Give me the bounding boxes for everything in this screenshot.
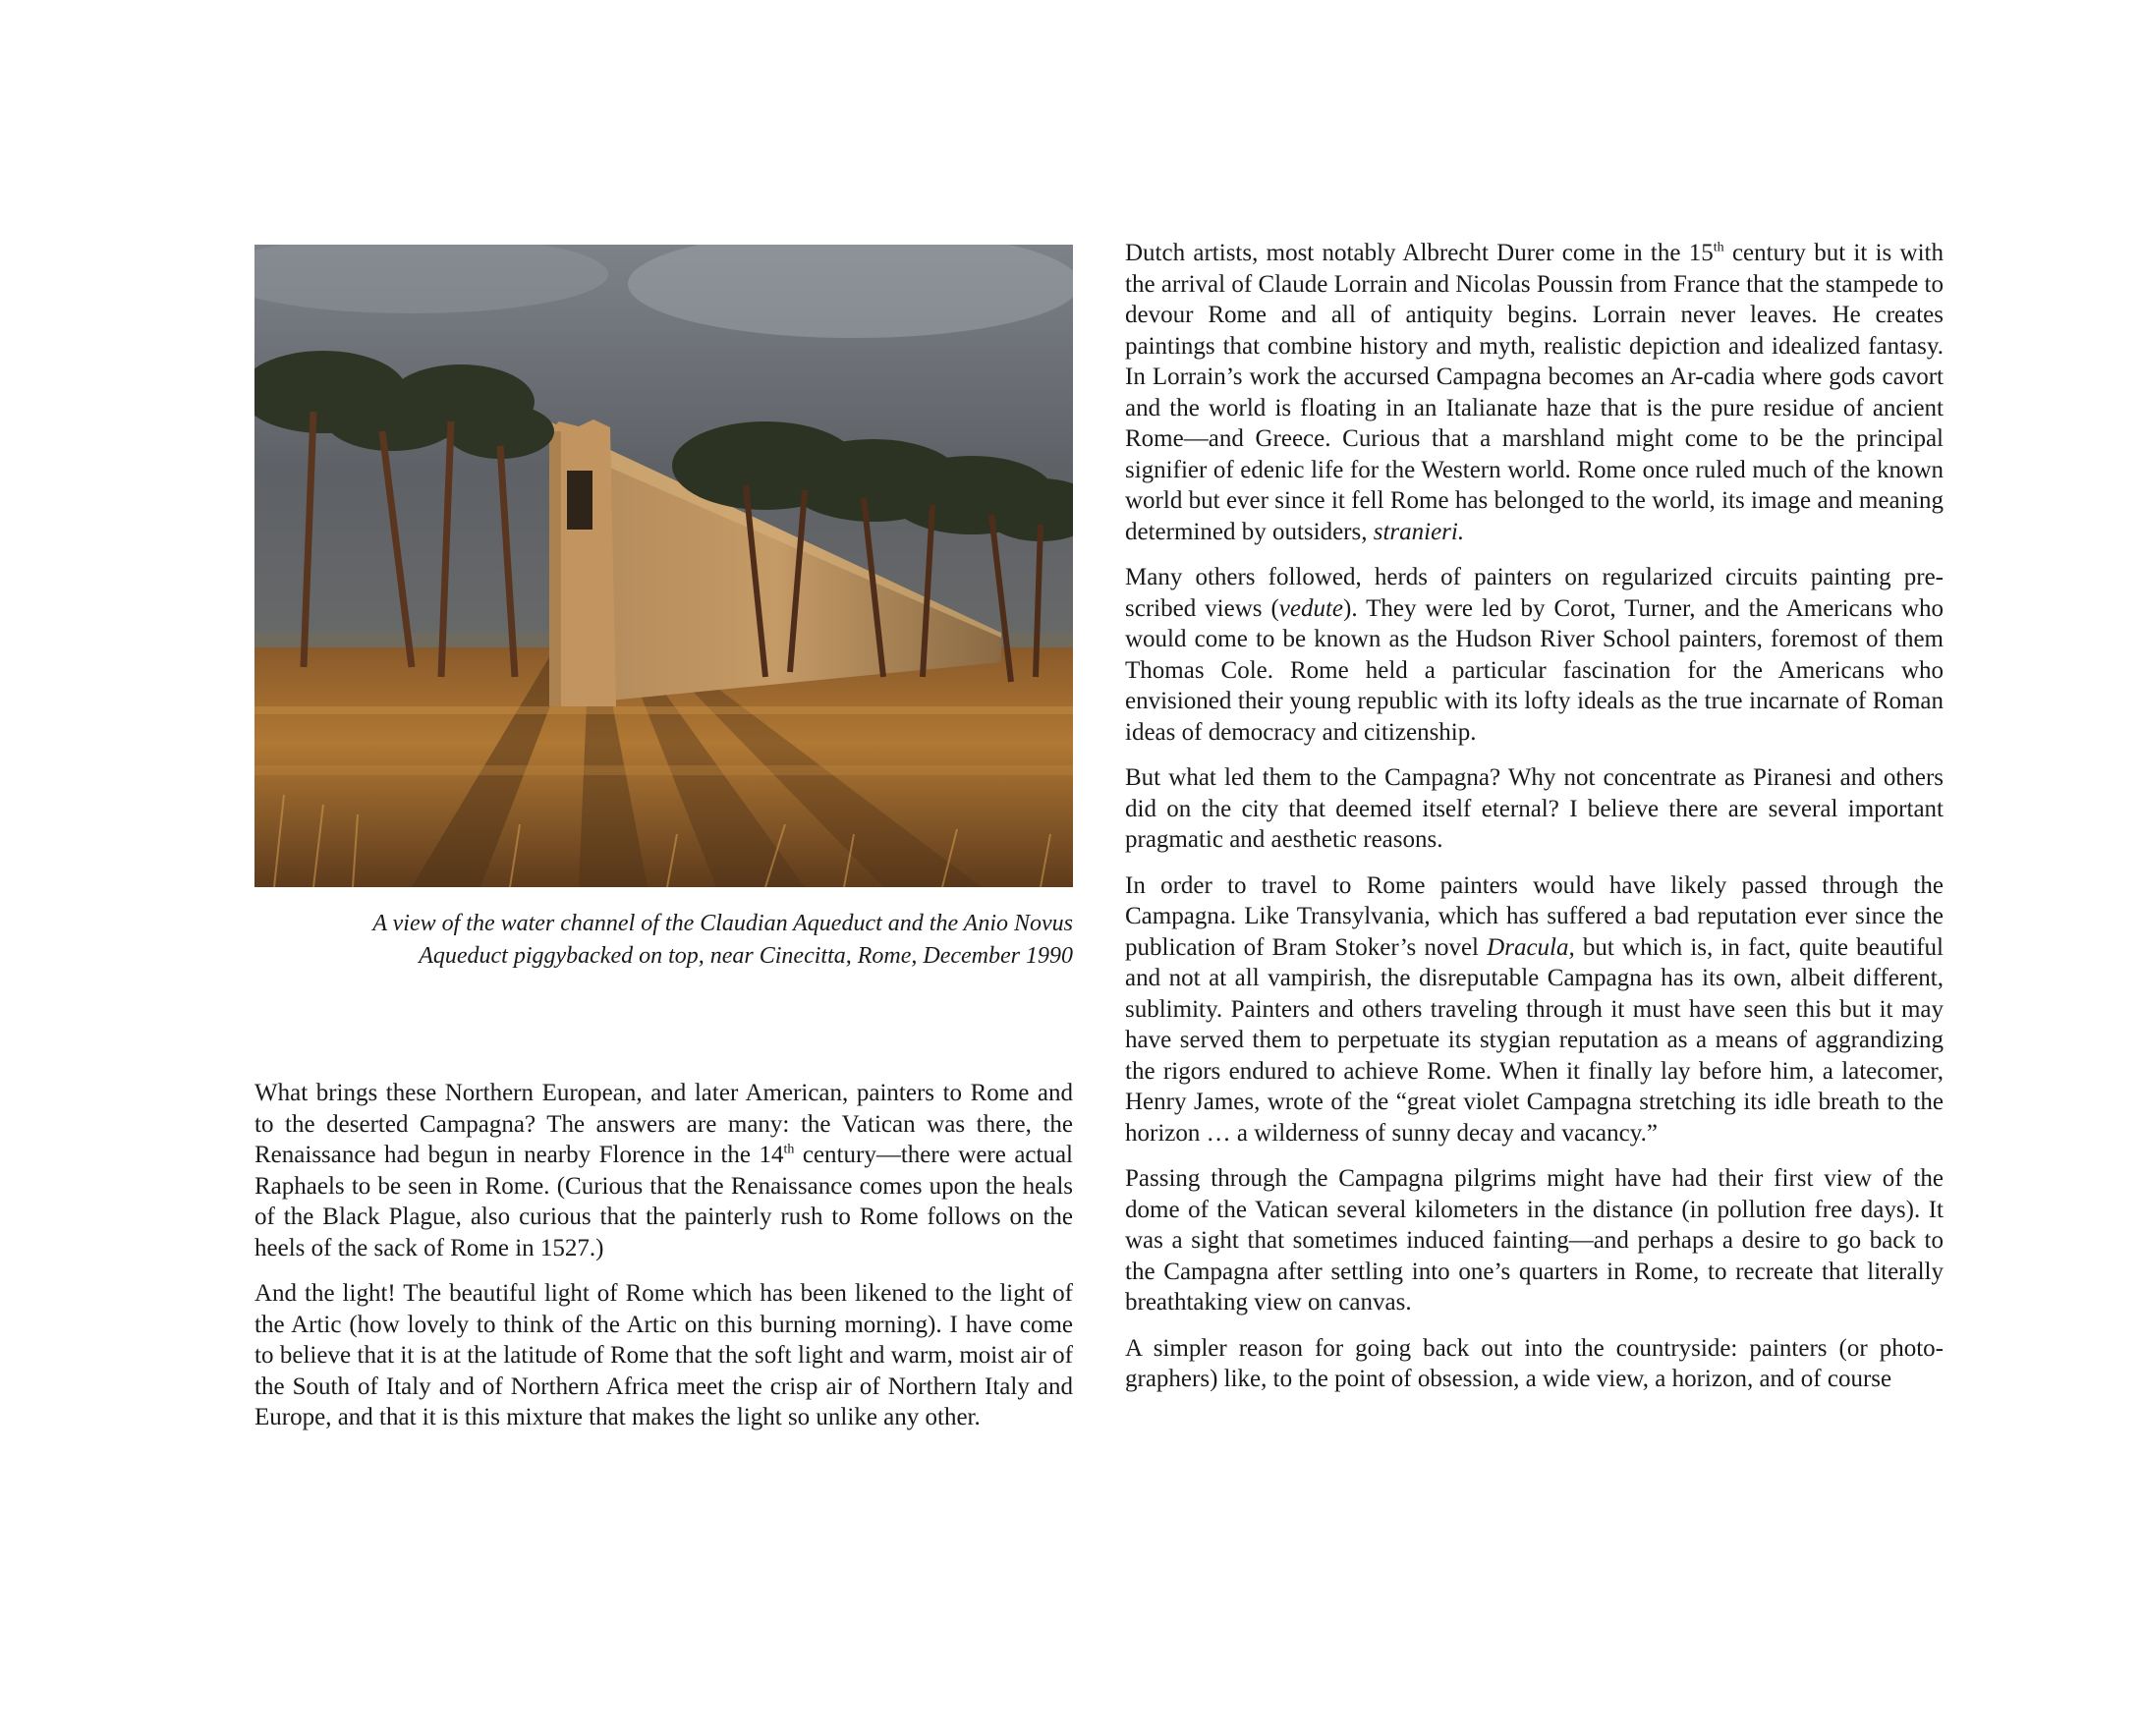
- caption-line-1: A view of the water channel of the Claudian Aqueduct and the Anio Novus: [372, 911, 1073, 936]
- left-text-column: [254, 1078, 1073, 1448]
- paragraph: Many others followed, herds of painters on regularized circuits painting pre-scribed views (vedute). They were led by Corot, Turner, and the Americans who would come to be known as the Hudson River School painters, foremost of them Thomas Cole. Rome held a particular fascination for the Americans who envisioned their young republic with its lofty ideals as the true incarnate of Roman ideas of democracy and citizenship.: [1125, 564, 1945, 746]
- aqueduct-photo: [254, 245, 1073, 887]
- paragraph: In order to travel to Rome painters would have likely passed through the Campagna. Like Transylvania, which has suffered a bad reputation ever since the publication of Bram Stoker’s novel Dracula, but which is, in fact, quite beautiful and not at all vampirish, the disreputable Campagna has its own, albeit different, sublimity. Painters and others traveling through it must have seen this but it may have served them to perpetuate its stygian reputation as a means of aggrandizing the rigors endured to achieve Rome. When it finally lay before him, a latecomer, Henry James, wrote of the “great violet Campagna stretching its idle breath to the horizon … a wilderness of sunny decay and vacancy.”: [1125, 871, 1944, 1147]
- paragraph: What brings these Northern European, and later American, painters to Rome and to the deserted Campagna? The answers are many: the Vatican was there, the Renaissance had begun in nearby Florence in the 14th century—there were actual Raphaels to be seen in Rome. (Curious that the Renaissance comes upon the heals of the Black Plague, also curious that the painterly rush to Rome follows on the heels of the sack of Rome in 1527.): [254, 1080, 1074, 1261]
- paragraph: Dutch artists, most notably Albrecht Durer come in the 15th century but it is with the arrival of Claude Lorrain and Nicolas Poussin from France that the stampede to devour Rome and all of antiquity begins. Lorrain never leaves. He creates paintings that combine history and myth, realistic depiction and idealized fantasy. In Lorrain’s work the accursed Campagna becomes an Ar-cadia where gods cavort and the world is floating in an Italianate haze that is the pure residue of ancient Rome—and Greece. Curious that a marshland might come to be the principal signifier of edenic life for the Western world. Rome once ruled much of the known world but ever since it fell Rome has belonged to the world, its image and meaning determined by outsiders, stranieri.: [1125, 240, 1945, 545]
- paragraph: Passing through the Campagna pilgrims might have had their first view of the dome of the Vatican several kilometers in the distance (in pollution free days). It was a sight that sometimes induced fainting—and perhaps a desire to go back to the Campagna after settling into one’s quarters in Rome, to recreate that literally breathtaking view on canvas.: [1125, 1165, 1944, 1316]
- right-text-column: [1125, 238, 1944, 1410]
- paragraph: And the light! The beautiful light of Rome which has been likened to the light of the Artic (how lovely to think of the Artic on this burning morning). I have come to believe that it is at the latitude of Rome that the soft light and warm, moist air of the South of Italy and of Northern Africa meet the crisp air of Northern Italy and Europe, and that it is this mixture that makes the light so unlike any other.: [254, 1280, 1073, 1430]
- paragraph: A simpler reason for going back out into the countryside: painters (or photo-graphers) like, to the point of obsession, a wide view, a horizon, and of course: [1125, 1334, 1944, 1392]
- aqueduct-photo-illustration: [254, 245, 1073, 887]
- paragraph: But what led them to the Campagna? Why not concentrate as Piranesi and others did on the city that deemed itself eternal? I believe there are several important pragmatic and aesthetic reasons.: [1125, 764, 1944, 853]
- caption-line-2: Aqueduct piggybacked on top, near Cinecitta, Rome, December 1990: [419, 943, 1073, 969]
- photo-caption: [254, 908, 1073, 973]
